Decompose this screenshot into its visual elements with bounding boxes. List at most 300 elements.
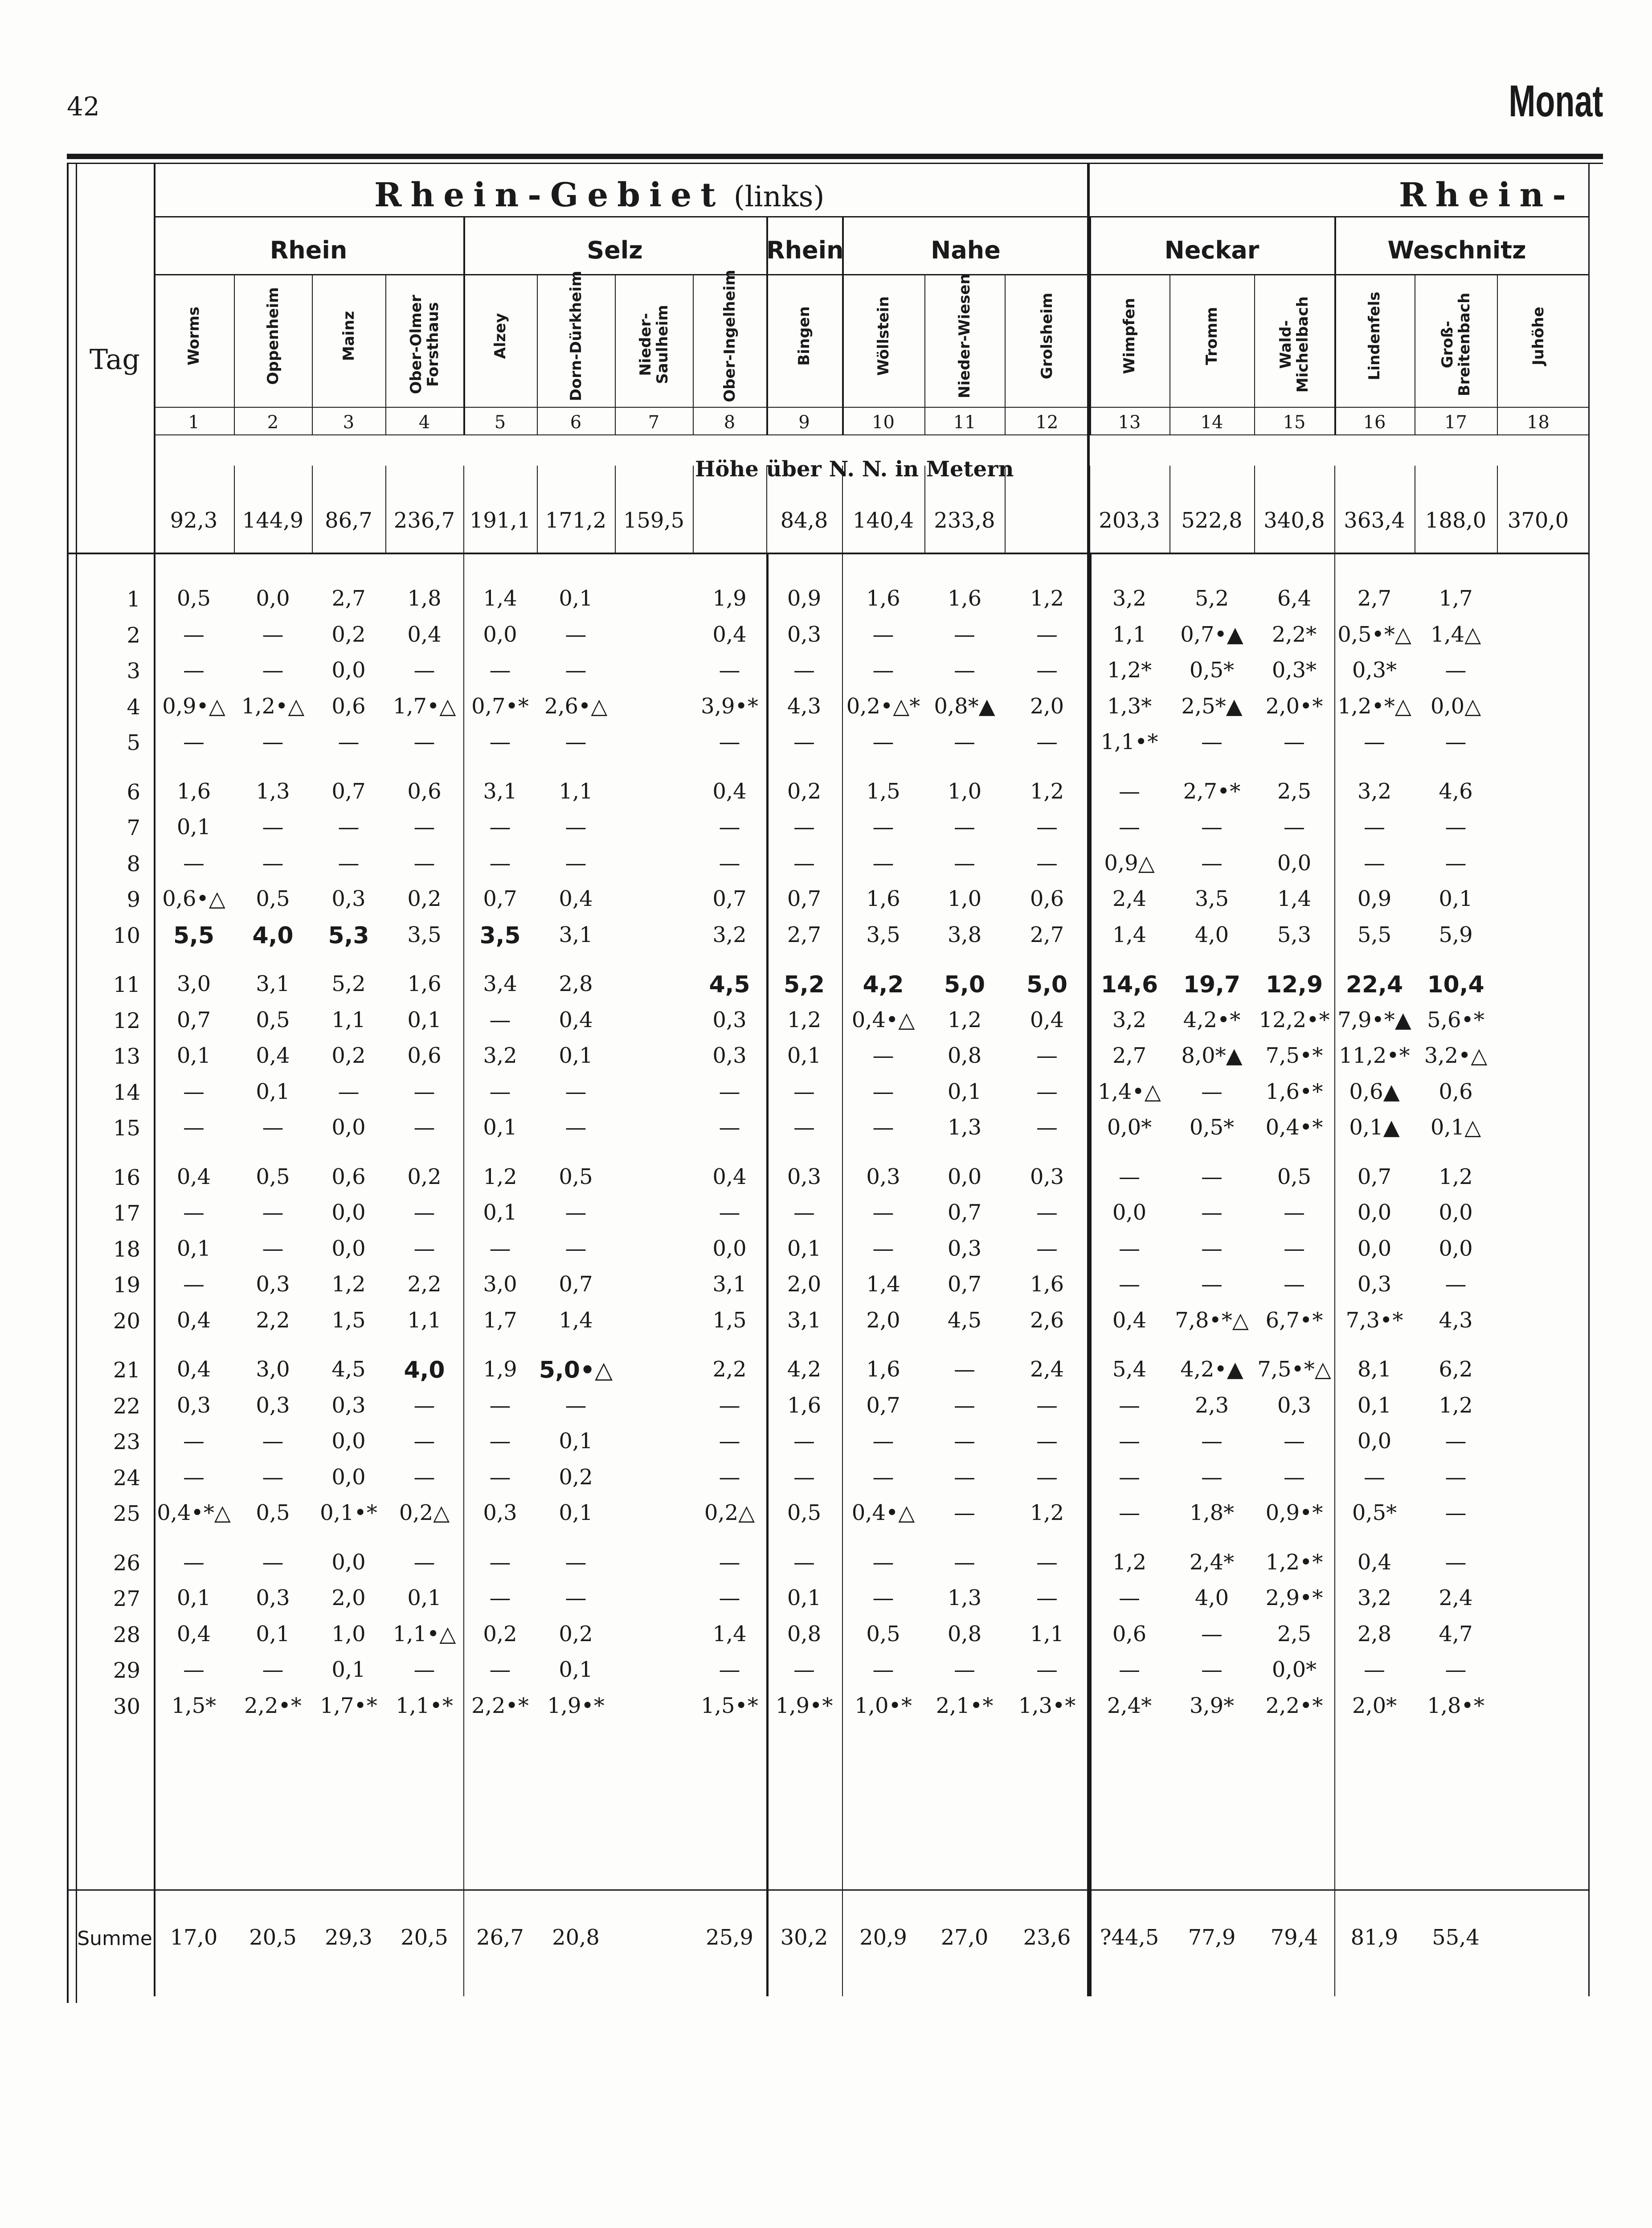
rainfall-value: — — [1119, 1500, 1140, 1525]
day-number: 16 — [113, 1165, 140, 1190]
rainfall-value: 0,3 — [331, 1392, 366, 1418]
rainfall-value: — — [1445, 1549, 1467, 1575]
rainfall-value: 5,2 — [331, 971, 366, 996]
rainfall-value: — — [565, 1236, 587, 1261]
rainfall-value: 4,5 — [947, 1307, 982, 1333]
rainfall-value: 0,2 — [331, 1043, 366, 1068]
rainfall-value: — — [489, 1392, 511, 1418]
rainfall-value: 22,4 — [1345, 971, 1403, 998]
rainfall-value: 0,1 — [176, 1585, 211, 1610]
rainfall-value: 1,5 — [331, 1307, 366, 1333]
rainfall-value: 5,4 — [1112, 1357, 1147, 1382]
station-number: 4 — [418, 412, 430, 433]
station-name: Juhöhe — [1529, 307, 1547, 365]
rainfall-value: — — [183, 658, 204, 683]
rainfall-value: — — [793, 1549, 815, 1575]
rainfall-value: 0,1 — [559, 1657, 593, 1682]
rainfall-value: — — [262, 1549, 284, 1575]
station-height: 203,3 — [1099, 508, 1160, 533]
column-rule — [67, 163, 69, 2003]
rainfall-value: — — [489, 1236, 511, 1261]
rainfall-value: 0,6 — [331, 693, 366, 719]
station-height: 84,8 — [780, 508, 828, 533]
rainfall-value: — — [565, 815, 587, 840]
rainfall-value: 0,4 — [712, 622, 747, 647]
rainfall-value: 0,3* — [1352, 658, 1397, 683]
rainfall-value: 1,0 — [947, 886, 982, 911]
rainfall-value: — — [793, 1200, 815, 1225]
rainfall-value: — — [262, 729, 284, 754]
rainfall-value: 1,5 — [712, 1307, 747, 1333]
rainfall-value: 3,0 — [483, 1272, 517, 1297]
day-number: 7 — [127, 815, 140, 840]
rainfall-value: 0,4 — [407, 622, 442, 647]
rainfall-value: 3,1 — [483, 778, 517, 804]
rainfall-value: — — [719, 1585, 740, 1610]
station-number: 11 — [953, 412, 976, 433]
rainfall-value: 1,9•* — [775, 1693, 833, 1718]
rainfall-value: 0,1 — [331, 1657, 366, 1682]
rainfall-value: 4,5 — [709, 971, 750, 998]
rainfall-value: 4,0 — [404, 1357, 445, 1384]
rainfall-value: 5,3 — [328, 922, 369, 949]
rainfall-value: 1,9 — [712, 586, 747, 611]
rainfall-value: 3,5 — [1194, 886, 1229, 911]
rainfall-value: 0,0* — [1107, 1115, 1152, 1140]
rainfall-value: 0,1 — [559, 1500, 593, 1525]
region-right-title: Rhein- — [1399, 176, 1575, 214]
rainfall-value: — — [719, 1464, 740, 1490]
rainfall-value: 0,1 — [559, 586, 593, 611]
rainfall-value: — — [1364, 850, 1385, 876]
rainfall-value: 7,3•* — [1345, 1307, 1403, 1333]
rainfall-value: 1,1•△ — [393, 1621, 456, 1646]
day-number: 21 — [113, 1358, 140, 1383]
sum-value: 27,0 — [940, 1925, 989, 1950]
rainfall-value: 2,4* — [1189, 1549, 1235, 1575]
rainfall-value: 3,0 — [176, 971, 211, 996]
rainfall-value: 3,8 — [947, 922, 982, 947]
rainfall-value: 0,1 — [787, 1585, 822, 1610]
rainfall-value: 8,1 — [1357, 1357, 1392, 1382]
day-number: 23 — [113, 1429, 140, 1454]
rainfall-value: — — [719, 815, 740, 840]
rainfall-value: 1,1 — [1112, 622, 1147, 647]
rainfall-value: 1,2 — [947, 1007, 982, 1032]
station-number: 2 — [267, 412, 279, 433]
rainfall-value: 2,2 — [712, 1357, 747, 1382]
station-name: Wald-Michelbach — [1277, 296, 1312, 393]
rainfall-value: 0,3 — [1357, 1272, 1392, 1297]
sum-value: 29,3 — [325, 1925, 372, 1950]
rainfall-value: 2,7 — [787, 922, 822, 947]
page-number: 42 — [67, 91, 100, 122]
rainfall-value: — — [872, 1236, 894, 1261]
station-height: 140,4 — [852, 508, 914, 533]
station-name: Wimpfen — [1120, 298, 1138, 374]
rainfall-value: 4,0 — [1194, 922, 1229, 947]
region-left-name: Rhein-Gebiet — [374, 176, 725, 214]
rainfall-value: — — [1445, 658, 1467, 683]
row-rule — [154, 216, 1588, 217]
rainfall-value: — — [1201, 729, 1223, 754]
rainfall-value: — — [1201, 1621, 1223, 1646]
river-name: Rhein — [270, 236, 348, 264]
rainfall-value: 4,0 — [252, 922, 294, 949]
rainfall-value: 3,0 — [256, 1357, 290, 1382]
day-number: 29 — [113, 1658, 140, 1683]
rainfall-value: — — [1445, 1657, 1467, 1682]
station-number: 12 — [1035, 412, 1059, 433]
rainfall-value: — — [872, 729, 894, 754]
rainfall-value: 1,4 — [559, 1307, 593, 1333]
station-number: 3 — [343, 412, 355, 433]
rainfall-value: 0,4 — [1357, 1549, 1392, 1575]
rainfall-value: — — [1201, 815, 1223, 840]
rainfall-value: — — [872, 1079, 894, 1104]
rainfall-value: 1,6 — [866, 886, 900, 911]
rainfall-value: 0,7 — [483, 886, 517, 911]
rainfall-value: 0,5 — [866, 1621, 900, 1646]
rainfall-value: 0,7 — [866, 1392, 900, 1418]
column-rule — [693, 466, 694, 553]
rainfall-value: 3,1 — [256, 971, 290, 996]
rainfall-value: 3,2 — [1357, 1585, 1392, 1610]
station-name: Nieder-Wiesen — [956, 274, 973, 398]
rainfall-value: — — [489, 658, 511, 683]
rainfall-value: 2,4 — [1112, 886, 1147, 911]
rainfall-value: — — [183, 1657, 204, 1682]
rainfall-value: — — [413, 1200, 435, 1225]
station-number: 16 — [1363, 412, 1386, 433]
day-number: 20 — [113, 1308, 140, 1334]
rainfall-value: — — [1445, 1272, 1467, 1297]
rainfall-value: 0,9 — [1357, 886, 1392, 911]
rainfall-value: 2,8 — [559, 971, 593, 996]
rainfall-value: 0,8 — [787, 1621, 822, 1646]
rainfall-value: 7,8•*△ — [1175, 1307, 1249, 1333]
rainfall-value: 0,5* — [1352, 1500, 1397, 1525]
day-number: 5 — [127, 730, 140, 755]
rainfall-value: 0,4•* — [1265, 1115, 1323, 1140]
rainfall-value: — — [1036, 1236, 1058, 1261]
rainfall-value: 0,8 — [947, 1043, 982, 1068]
rainfall-value: — — [565, 1549, 587, 1575]
rainfall-value: — — [489, 1464, 511, 1490]
rainfall-value: 1,6 — [176, 778, 211, 804]
rainfall-value: 0,0 — [1357, 1429, 1392, 1454]
rainfall-value: 12,2•* — [1259, 1007, 1330, 1032]
station-number: 8 — [724, 412, 736, 433]
rainfall-value: 2,7 — [1112, 1043, 1147, 1068]
river-name: Neckar — [1164, 236, 1259, 264]
rainfall-value: — — [872, 850, 894, 876]
rainfall-value: 3,2 — [1357, 778, 1392, 804]
rainfall-value: 0,3 — [256, 1272, 290, 1297]
rainfall-value: 1,6 — [1030, 1272, 1064, 1297]
rainfall-value: 0,8 — [947, 1621, 982, 1646]
rainfall-value: 1,7•* — [320, 1693, 377, 1718]
rainfall-value: 1,4 — [483, 586, 517, 611]
rainfall-value: 2,1•* — [936, 1693, 994, 1718]
rainfall-value: 4,0 — [1194, 1585, 1229, 1610]
rainfall-value: 0,2 — [407, 1164, 442, 1189]
rainfall-value: 2,3 — [1194, 1392, 1229, 1418]
rainfall-value: 1,3•* — [1018, 1693, 1076, 1718]
height-caption: Höhe über N. N. in Metern — [695, 457, 1014, 482]
column-rule — [693, 274, 694, 434]
rainfall-value: 1,4•△ — [1098, 1079, 1161, 1104]
rainfall-value: — — [1119, 1464, 1140, 1490]
column-rule — [1254, 274, 1255, 434]
day-number: 1 — [127, 587, 140, 612]
rainfall-value: — — [1036, 1392, 1058, 1418]
rainfall-value: 2,4 — [1439, 1585, 1473, 1610]
rainfall-value: — — [565, 1585, 587, 1610]
rainfall-value: — — [872, 622, 894, 647]
day-number: 14 — [113, 1080, 140, 1105]
day-number: 22 — [113, 1393, 140, 1419]
rainfall-value: — — [719, 658, 740, 683]
rainfall-value: — — [565, 1079, 587, 1104]
rainfall-value: 0,0 — [331, 1115, 366, 1140]
rainfall-value: — — [1119, 1164, 1140, 1189]
station-name: Nieder-Saulheim — [636, 305, 671, 384]
column-rule — [924, 274, 925, 434]
rainfall-value: 1,3 — [947, 1585, 982, 1610]
rainfall-value: 2,2•* — [471, 1693, 529, 1718]
day-number: 9 — [127, 887, 140, 912]
rainfall-value: 12,9 — [1265, 971, 1323, 998]
rainfall-value: — — [413, 1464, 435, 1490]
rainfall-value: 0,6 — [407, 1043, 442, 1068]
rainfall-value: — — [1284, 729, 1305, 754]
rainfall-value: 0,5* — [1189, 658, 1235, 683]
rainfall-value: — — [1364, 729, 1385, 754]
sum-value: 77,9 — [1188, 1925, 1236, 1950]
day-number: 12 — [113, 1008, 140, 1033]
rainfall-value: — — [489, 1079, 511, 1104]
row-rule — [67, 553, 1588, 554]
sum-value: 26,7 — [476, 1925, 524, 1950]
rainfall-value: — — [1445, 729, 1467, 754]
row-rule — [67, 1889, 1588, 1891]
sum-value: 25,9 — [706, 1925, 753, 1950]
rainfall-value: 1,1 — [1030, 1621, 1064, 1646]
rainfall-value: 1,3 — [256, 778, 290, 804]
day-number: 2 — [127, 623, 140, 648]
day-number: 15 — [113, 1116, 140, 1141]
rainfall-value: 0,1 — [787, 1043, 822, 1068]
rainfall-value: 4,2 — [787, 1357, 822, 1382]
rainfall-value: — — [1284, 1236, 1305, 1261]
rainfall-value: 7,5•*△ — [1257, 1357, 1331, 1382]
rainfall-value: 19,7 — [1183, 971, 1241, 998]
station-height: 233,8 — [934, 508, 995, 533]
rainfall-value: 0,5 — [256, 1500, 290, 1525]
rainfall-value: — — [793, 1657, 815, 1682]
rainfall-value: 4,5 — [331, 1357, 366, 1382]
sum-value: 20,9 — [859, 1925, 907, 1950]
rainfall-value: 7,5•* — [1265, 1043, 1323, 1068]
rainfall-value: 2,2* — [1272, 622, 1317, 647]
rainfall-value: — — [262, 850, 284, 876]
station-name: Alzey — [491, 313, 509, 359]
rainfall-value: 0,0* — [1272, 1657, 1317, 1682]
day-number: 17 — [113, 1201, 140, 1226]
rainfall-value: 0,5 — [176, 586, 211, 611]
rainfall-value: — — [1119, 1272, 1140, 1297]
rainfall-value: — — [954, 1357, 975, 1382]
rainfall-value: — — [413, 850, 435, 876]
rainfall-value: 1,4 — [712, 1621, 747, 1646]
station-height: 171,2 — [545, 508, 607, 533]
rainfall-value: 0,4•△ — [851, 1007, 915, 1032]
rainfall-value: 5,5 — [1357, 922, 1392, 947]
rainfall-value: 1,2•*△ — [1337, 693, 1411, 719]
rainfall-value: — — [262, 1464, 284, 1490]
rainfall-value: 2,0 — [331, 1585, 366, 1610]
rainfall-value: — — [489, 1549, 511, 1575]
rainfall-value: — — [565, 1200, 587, 1225]
rainfall-value: 0,9•△ — [162, 693, 225, 719]
rainfall-value: 1,2 — [1112, 1549, 1147, 1575]
station-name: Tromm — [1203, 307, 1221, 365]
rainfall-value: 1,8 — [407, 586, 442, 611]
station-name: Mainz — [339, 311, 358, 361]
rainfall-value: — — [872, 1549, 894, 1575]
rainfall-value: — — [954, 1464, 975, 1490]
rainfall-value: 3,2•△ — [1424, 1043, 1488, 1068]
rainfall-value: 1,2 — [331, 1272, 366, 1297]
rainfall-value: — — [872, 1200, 894, 1225]
rainfall-value: 4,3 — [787, 693, 822, 719]
column-rule — [1588, 163, 1590, 1996]
rainfall-value: 1,3 — [947, 1115, 982, 1140]
rainfall-value: — — [183, 1549, 204, 1575]
station-name: Dorn-Dürkheim — [567, 270, 585, 401]
rainfall-value: — — [1284, 815, 1305, 840]
rainfall-value: — — [413, 1079, 435, 1104]
rainfall-value: 1,2 — [787, 1007, 822, 1032]
rainfall-value: — — [719, 1429, 740, 1454]
rainfall-value: — — [872, 658, 894, 683]
rainfall-value: 2,2 — [256, 1307, 290, 1333]
column-rule — [615, 274, 616, 434]
rainfall-value: 0,3 — [947, 1236, 982, 1261]
rainfall-value: 0,9△ — [1104, 850, 1155, 876]
rainfall-value: — — [183, 1272, 204, 1297]
rainfall-value: 3,1 — [787, 1307, 822, 1333]
rainfall-value: — — [489, 729, 511, 754]
station-height: 340,8 — [1264, 508, 1325, 533]
rainfall-value: 1,4 — [1112, 922, 1147, 947]
day-number: 8 — [127, 851, 140, 876]
rainfall-value: 3,2 — [483, 1043, 517, 1068]
rainfall-value: 1,9•* — [547, 1693, 605, 1718]
rainfall-value: 2,9•* — [1265, 1585, 1323, 1610]
rainfall-value: — — [262, 1657, 284, 1682]
rainfall-value: 0,1 — [559, 1043, 593, 1068]
station-name: Wöllstein — [874, 296, 892, 376]
rainfall-value: 2,7 — [1030, 922, 1064, 947]
rainfall-value: — — [1119, 1236, 1140, 1261]
rainfall-value: 0,0 — [1277, 850, 1312, 876]
rainfall-value: 0,4•*△ — [157, 1500, 231, 1525]
rainfall-value: — — [1201, 1657, 1223, 1682]
rainfall-value: 0,1•* — [320, 1500, 377, 1525]
rainfall-value: — — [954, 815, 975, 840]
rainfall-value: 1,2•* — [1265, 1549, 1323, 1575]
rainfall-value: 0,2 — [407, 886, 442, 911]
rainfall-value: 0,4 — [176, 1307, 211, 1333]
rainfall-value: 1,4△ — [1430, 622, 1481, 647]
rainfall-value: — — [954, 1549, 975, 1575]
rainfall-value: — — [1036, 1429, 1058, 1454]
rainfall-value: 0,7 — [331, 778, 366, 804]
rainfall-value: — — [954, 850, 975, 876]
rainfall-value: 0,0 — [331, 1549, 366, 1575]
station-height: 522,8 — [1181, 508, 1243, 533]
rainfall-value: 0,3 — [1277, 1392, 1312, 1418]
rainfall-value: — — [1201, 850, 1223, 876]
rainfall-value: 0,0 — [947, 1164, 982, 1189]
rainfall-value: — — [183, 622, 204, 647]
rainfall-value: 0,2•△* — [846, 693, 920, 719]
rainfall-value: — — [793, 850, 815, 876]
rainfall-value: — — [1284, 1429, 1305, 1454]
rainfall-value: 0,2△ — [399, 1500, 450, 1525]
rainfall-value: 3,5 — [407, 922, 442, 947]
rainfall-value: 0,0 — [331, 1429, 366, 1454]
rainfall-value: — — [719, 1657, 740, 1682]
day-number: 10 — [113, 923, 140, 948]
rainfall-value: 0,6•△ — [162, 886, 225, 911]
rainfall-value: — — [1119, 815, 1140, 840]
rainfall-value: — — [413, 1392, 435, 1418]
rainfall-value: — — [1036, 622, 1058, 647]
sum-value: 20,8 — [552, 1925, 600, 1950]
rainfall-value: — — [1364, 1464, 1385, 1490]
rainfall-value: 0,7 — [947, 1272, 982, 1297]
rainfall-value: — — [183, 1115, 204, 1140]
rainfall-value: — — [1201, 1236, 1223, 1261]
rainfall-value: — — [1201, 1079, 1223, 1104]
rainfall-value: — — [793, 658, 815, 683]
rainfall-value: 2,6•△ — [544, 693, 608, 719]
rainfall-value: 1,6 — [947, 586, 982, 611]
rainfall-value: 1,2•△ — [241, 693, 305, 719]
rainfall-value: 1,0•* — [855, 1693, 912, 1718]
rainfall-value: 0,4 — [559, 1007, 593, 1032]
rainfall-value: 0,1 — [483, 1200, 517, 1225]
station-number: 6 — [570, 412, 582, 433]
rainfall-value: 0,4•△ — [851, 1500, 915, 1525]
rainfall-value: 3,2 — [712, 922, 747, 947]
rainfall-value: — — [1445, 815, 1467, 840]
rainfall-value: — — [872, 1657, 894, 1682]
column-rule — [312, 274, 313, 434]
rainfall-value: 0,4 — [256, 1043, 290, 1068]
rainfall-value: — — [954, 1392, 975, 1418]
rainfall-value: — — [793, 815, 815, 840]
rainfall-value: — — [719, 1392, 740, 1418]
rainfall-value: 0,3 — [712, 1043, 747, 1068]
rainfall-value: — — [1364, 1657, 1385, 1682]
rainfall-value: 0,0 — [712, 1236, 747, 1261]
rainfall-value: — — [719, 1549, 740, 1575]
rainfall-value: 0,7 — [559, 1272, 593, 1297]
